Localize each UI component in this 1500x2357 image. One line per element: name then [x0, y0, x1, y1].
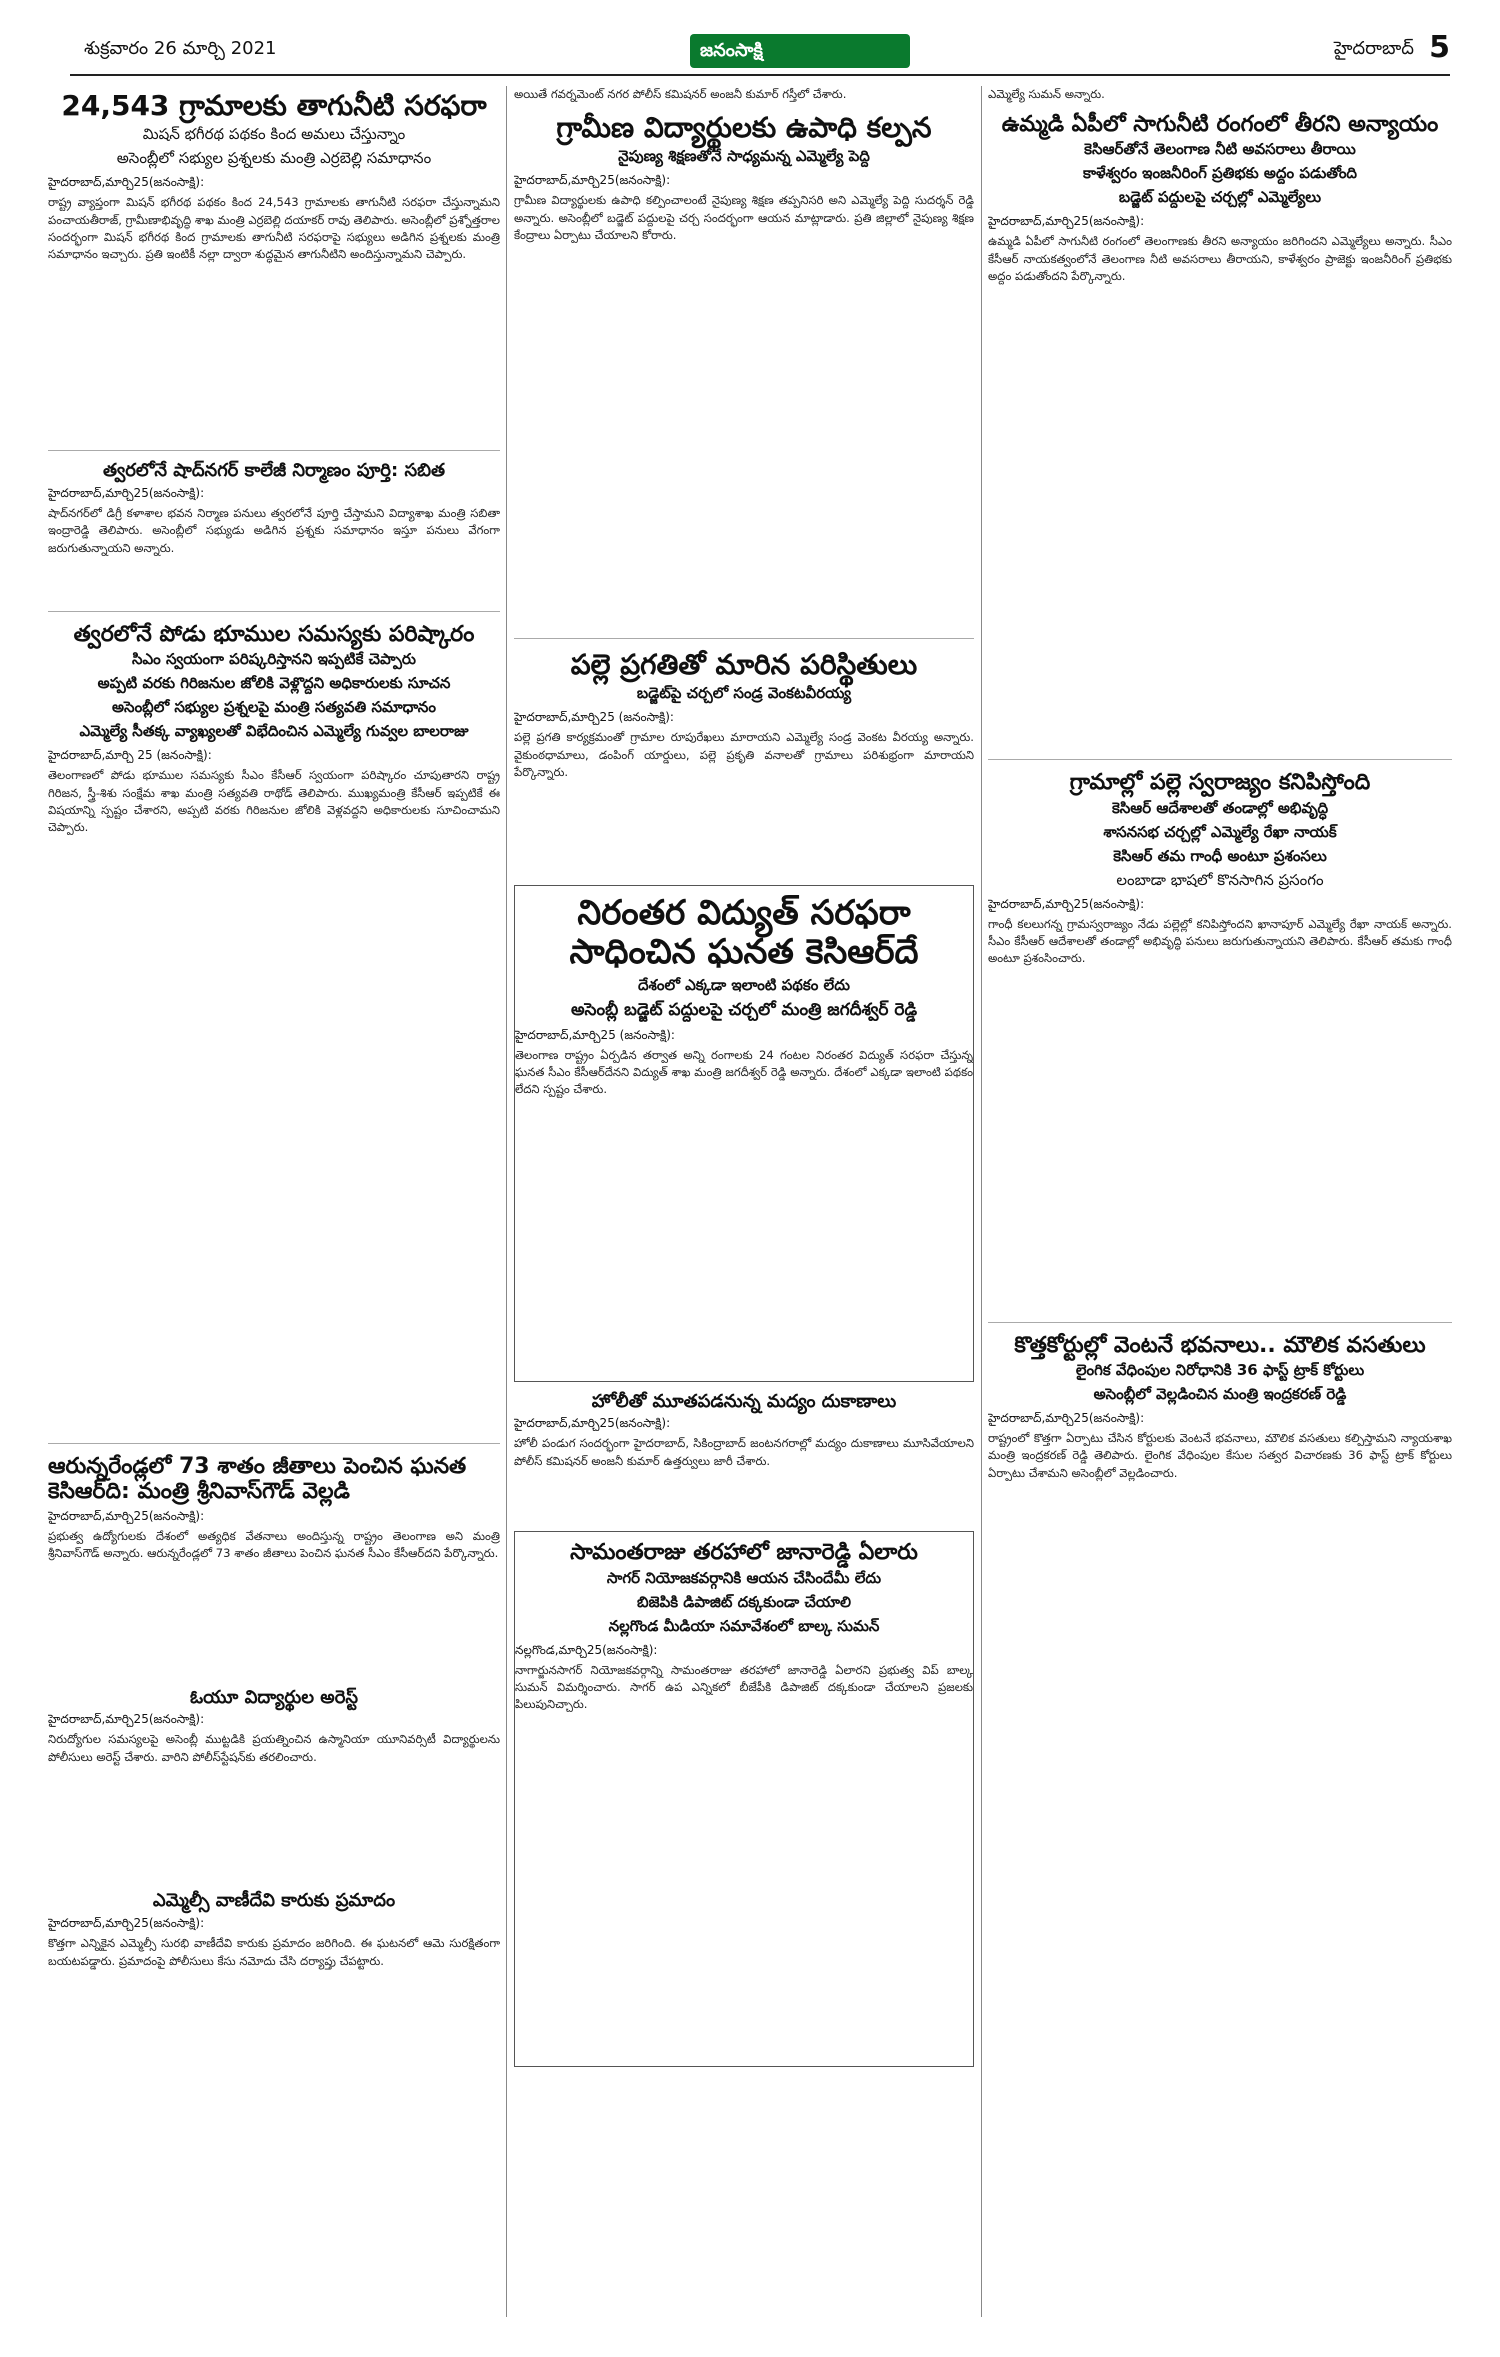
article-body: ఎమ్మెల్యే సుమన్ అన్నారు.	[988, 87, 1105, 101]
article-holi-liquor	[514, 1388, 974, 1526]
headline: గ్రామీణ విద్యార్థులకు ఉపాధి కల్పన	[556, 111, 932, 144]
article-body: తెలంగాణ రాష్ట్రం ఏర్పడిన తర్వాత అన్ని రంగాలకు 24 గంటల నిరంతర విద్యుత్ సరఫరా చేస్తున్న ఘనత సీఎం కేసీఆర్‌దేనని విద్యుత్ శాఖ మంత్రి జగదీశ్వర్ రెడ్డి అన్నారు. దేశంలో ఎక్కడా ఇలాంటి పథకం లేదని స్పష్టం చేశారు.	[515, 1047, 973, 1097]
dateline: నల్లగొండ,మార్చి25(జనంసాక్షి):	[515, 1642, 658, 1657]
article-body: తెలంగాణలో పోడు భూముల సమస్యకు సీఎం కేసీఆర్ స్వయంగా పరిష్కారం చూపుతారని రాష్ట్ర గిరిజన, స్త్రీ-శిశు సంక్షేమ శాఖ మంత్రి సత్యవతి రాథోడ్ తెలిపారు. ముఖ్యమంత్రి కేసీఆర్ ఇప్పటికే ఈ విషయాన్ని స్పష్టం చేశారని, అప్పటి వరకు గిరిజనుల జోలికి వెళ్లవద్దని అధికారులకు సూచించామని చెప్పారు.	[48, 768, 500, 835]
dateline: హైదరాబాద్,మార్చి25(జనంసాక్షి):	[988, 214, 1145, 229]
dateline: హైదరాబాద్,మార్చి25(జనంసాక్షి):	[514, 1416, 671, 1431]
article-body: నిరుద్యోగుల సమస్యలపై అసెంబ్లీ ముట్టడికి ప్రయత్నించిన ఉస్మానియా యూనివర్సిటీ విద్యార్థులను పోలీసులు అరెస్ట్ చేశారు. వారిని పోలీస్‌స్టేషన్‌కు తరలించారు.	[48, 1732, 500, 1764]
subheadline: అసెంబ్లీ బడ్జెట్ పద్దులపై చర్చలో మంత్రి జగదీశ్వర్ రెడ్డి	[570, 999, 918, 1020]
subheadline: బడ్జెట్‌పై చర్చలో సండ్ర వెంకటవీరయ్య	[636, 684, 852, 703]
subheadline: మిషన్ భగీరథ పథకం కింద అమలు చేస్తున్నాం	[142, 125, 406, 144]
headline: త్వరలోనే షాద్‌నగర్ కాలేజీ నిర్మాణం పూర్తి: సబిత	[103, 460, 445, 482]
masthead-title: జనంసాక్షి	[700, 40, 763, 61]
dateline: హైదరాబాద్,మార్చి25(జనంసాక్షి):	[988, 1410, 1145, 1425]
article-body: షాద్‌నగర్‌లో డిగ్రీ కళాశాల భవన నిర్మాణ పనులు త్వరలోనే పూర్తి చేస్తామని విద్యాశాఖ మంత్రి సబితా ఇంద్రారెడ్డి తెలిపారు. అసెంబ్లీలో సభ్యుడు అడిగిన ప్రశ్నకు సమాధానం ఇస్తూ పనులు వేగంగా జరుగుతున్నాయని అన్నారు.	[48, 505, 500, 555]
headline: కొత్తకోర్టుల్లో వెంటనే భవనాలు.. మౌలిక వసతులు	[1014, 1332, 1426, 1358]
subheadline: కాళేశ్వరం ఇంజనీరింగ్ ప్రతిభకు అద్దం పడుతోంది	[1082, 164, 1358, 183]
subheadline: నల్లగొండ మీడియా సమావేశంలో బాల్క సుమన్	[608, 1616, 880, 1635]
subheadline: ఎమ్మెల్యే సీతక్క వ్యాఖ్యలతో విభేదించిన ఎమ్మెల్యే గువ్వల బాలరాజు	[79, 722, 469, 741]
headline: హోలీతో మూతపడనున్న మద్యం దుకాణాలు	[591, 1390, 897, 1412]
article-body: పల్లె ప్రగతి కార్యక్రమంతో గ్రామాల రూపురేఖలు మారాయని ఎమ్మెల్యే సండ్ర వెంకట వీరయ్య అన్నారు. వైకుంఠధామాలు, డంపింగ్ యార్డులు, పల్లె ప్రకృతి వనాలతో గ్రామాలు పరిశుభ్రంగా మారాయని పేర్కొన్నారు.	[514, 730, 974, 780]
masthead-logo	[690, 34, 910, 68]
column-middle	[514, 86, 974, 2317]
dateline: హైదరాబాద్,మార్చి25(జనంసాక్షి):	[48, 1508, 205, 1523]
article-mlc-accident	[48, 1887, 500, 2065]
headline: ఆరున్నరేండ్లలో 73 శాతం జీతాలు పెంచిన ఘనత కెసిఆర్‌ది: మంత్రి శ్రీనివాస్‌గౌడ్ వెల్లడి	[48, 1454, 467, 1505]
dateline: హైదరాబాద్,మార్చి25(జనంసాక్షి):	[48, 485, 205, 500]
headline: సామంతరాజు తరహాలో జానారెడ్డి ఏలారు	[570, 1540, 918, 1566]
subheadline: బడ్జెట్ పద్దులపై చర్చల్లో ఎమ్మెల్యేలు	[1118, 188, 1322, 207]
headline: పల్లె ప్రగతితో మారిన పరిస్థితులు	[570, 648, 918, 682]
subheadline: సాగర్ నియోజకవర్గానికి ఆయన చేసిందేమీ లేదు	[606, 1568, 882, 1587]
headline: ఓయూ విద్యార్థుల అరెస్ట్	[190, 1686, 358, 1708]
article-ou-arrest	[48, 1684, 500, 1882]
article-body: రాష్ట్ర వ్యాప్తంగా మిషన్ భగీరథ పథకం కింద 24,543 గ్రామాలకు తాగునీటి సరఫరా చేస్తున్నామని పంచాయతీరాజ్, గ్రామీణాభివృద్ధి శాఖ మంత్రి ఎర్రబెల్లి దయాకర్ రావు తెలిపారు. అసెంబ్లీలో ప్రశ్నోత్తరాల సందర్భంగా మిషన్ భగీరథ కింద గ్రామాలకు తాగునీటి సరఫరాపై సభ్యులు అడిగిన ప్రశ్నలకు మంత్రి సమాధానం ఇచ్చారు. ప్రతి ఇంటికీ నల్లా ద్వారా శుద్ధమైన తాగునీటిని అందిస్తున్నామని చెప్పారు.	[48, 195, 500, 262]
subheadline: అసెంబ్లీలో వెల్లడించిన మంత్రి ఇంద్రకరణ్ రెడ్డి	[1093, 1384, 1347, 1403]
dateline: హైదరాబాద్,మార్చి25(జనంసాక్షి):	[988, 896, 1145, 911]
article-body: అయితే గవర్నమెంట్ నగర పోలీస్ కమిషనర్ అంజనీ కుమార్ గస్తీలో చేశారు.	[514, 87, 847, 101]
headline: 24,543 గ్రామాలకు తాగునీటి సరఫరా	[61, 89, 487, 122]
article-body: గాంధీ కలలుగన్న గ్రామస్వరాజ్యం నేడు పల్లెల్లో కనిపిస్తోందని ఖానాపూర్ ఎమ్మెల్యే రేఖా నాయక్ అన్నారు. సీఎం కేసీఆర్ ఆదేశాలతో తండాల్లో అభివృద్ధి పనులు జరుగుతున్నాయని తెలిపారు. కేసీఆర్ తమకు గాంధీ అంటూ ప్రశంసించారు.	[988, 916, 1452, 966]
subheadline: అప్పటి వరకు గిరిజనుల జోలికి వెళ్లొద్దని అధికారులకు సూచన	[97, 674, 451, 693]
dateline: హైదరాబాద్,మార్చి 25 (జనంసాక్షి):	[48, 748, 212, 763]
headline: గ్రామాల్లో పల్లె స్వరాజ్యం కనిపిస్తోంది	[1069, 770, 1371, 796]
article-body: ప్రభుత్వ ఉద్యోగులకు దేశంలో అత్యధిక వేతనాలు అందిస్తున్న రాష్ట్రం తెలంగాణ అని మంత్రి శ్రీనివాస్‌గౌడ్ అన్నారు. ఆరున్నరేండ్లలో 73 శాతం జీతాలు పెంచిన ఘనత సీఎం కేసీఆర్‌దని పేర్కొన్నారు.	[48, 1528, 500, 1561]
page-number: 5	[1429, 30, 1450, 65]
article-body: హోలీ పండుగ సందర్భంగా హైదరాబాద్, సికింద్రాబాద్ జంటనగరాల్లో మద్యం దుకాణాలు మూసివేయాలని పోలీస్ కమిషనర్ అంజనీ కుమార్ ఉత్తర్వులు జారీ చేశారు.	[514, 1436, 974, 1468]
subheadline: అసెంబ్లీలో సభ్యుల ప్రశ్నలపై మంత్రి సత్యవతి సమాధానం	[112, 698, 436, 717]
dateline: హైదరాబాద్,మార్చి25 (జనంసాక్షి):	[514, 710, 674, 725]
headline: ఎమ్మెల్సీ వాణీదేవి కారుకు ప్రమాదం	[152, 1890, 396, 1912]
column-divider	[506, 86, 507, 2317]
article-new-courts	[988, 1329, 1452, 1990]
article-power-supply	[514, 885, 974, 1381]
article-palle-pragathi	[514, 645, 974, 879]
article-village-water	[48, 86, 500, 444]
subheadline: శాసనసభ చర్చల్లో ఎమ్మెల్యే రేఖా నాయక్	[1103, 822, 1337, 841]
article-palle-swarajyam	[988, 766, 1452, 1315]
article-jana-reddy	[514, 1531, 974, 2066]
headline: త్వరలోనే పోడు భూముల సమస్యకు పరిష్కారం	[73, 621, 475, 647]
dateline: హైదరాబాద్,మార్చి25(జనంసాక్షి):	[48, 1712, 205, 1727]
article-rural-students	[514, 108, 974, 632]
dateline: హైదరాబాద్,మార్చి25 (జనంసాక్షి):	[515, 1027, 675, 1042]
page-header	[70, 30, 1450, 76]
subheadline: కెసిఆర్ ఆదేశాలతో తండాల్లో అభివృద్ధి	[1111, 798, 1329, 817]
issue-date: శుక్రవారం 26 మార్చి 2021	[84, 38, 277, 59]
subheadline: కెసిఆర్‌తోనే తెలంగాణ నీటి అవసరాలు తీరాయి	[1084, 140, 1356, 159]
subheadline: సిఎం స్వయంగా పరిష్కరిస్తానని ఇప్పటికే చెప్పారు	[131, 650, 416, 669]
column-right	[988, 86, 1452, 2317]
article-body: గ్రామీణ విద్యార్థులకు ఉపాధి కల్పించాలంటే నైపుణ్య శిక్షణ తప్పనిసరి అని ఎమ్మెల్యే పెద్ది సుదర్శన్ రెడ్డి అన్నారు. అసెంబ్లీలో బడ్జెట్ పద్దులపై చర్చ సందర్భంగా ఆయన మాట్లాడారు. ప్రతి జిల్లాలో నైపుణ్య శిక్షణ కేంద్రాలు ఏర్పాటు చేయాలని కోరారు.	[514, 193, 974, 242]
edition-city: హైదరాబాద్	[1333, 38, 1414, 59]
article-shadnagar-college	[48, 457, 500, 605]
headline: నిరంతర విద్యుత్ సరఫరా సాధించిన ఘనత కెసిఆర్‌దే	[569, 893, 919, 973]
dateline: హైదరాబాద్,మార్చి25(జనంసాక్షి):	[514, 173, 671, 188]
dateline: హైదరాబాద్,మార్చి25(జనంసాక్షి):	[48, 1916, 205, 1931]
article-body: రాష్ట్రంలో కొత్తగా ఏర్పాటు చేసిన కోర్టులకు వెంటనే భవనాలు, మౌలిక వసతులు కల్పిస్తామని న్యాయశాఖ మంత్రి ఇంద్రకరణ్ రెడ్డి తెలిపారు. లైంగిక వేధింపుల కేసుల సత్వర విచారణకు 36 ఫాస్ట్ ట్రాక్ కోర్టులు ఏర్పాటు చేశామని అసెంబ్లీలో వెల్లడించారు.	[988, 1430, 1452, 1480]
article-salary-hike	[48, 1450, 500, 1678]
column-divider	[981, 86, 982, 2317]
subheadline: కెసిఆర్ తమ గాంధీ అంటూ ప్రశంసలు	[1113, 846, 1327, 865]
subheadline: బిజెపికి డిపాజిట్ దక్కకుండా చేయాలి	[637, 1592, 851, 1611]
subheadline: నైపుణ్య శిక్షణతోనే సాధ్యమన్న ఎమ్మెల్యే పెద్ది	[618, 147, 870, 166]
column-left	[48, 86, 500, 2317]
subheadline: లైంగిక వేధింపుల నిరోధానికి 36 ఫాస్ట్ ట్రాక్ కోర్టులు	[1075, 1360, 1365, 1379]
article-irrigation	[988, 108, 1452, 753]
subheadline: అసెంబ్లీలో సభ్యుల ప్రశ్నలకు మంత్రి ఎర్రబెల్లి సమాధానం	[116, 149, 432, 168]
article-body: కొత్తగా ఎన్నికైన ఎమ్మెల్సీ సురభి వాణీదేవి కారుకు ప్రమాదం జరిగింది. ఈ ఘటనలో ఆమె సురక్షితంగా బయటపడ్డారు. ప్రమాదంపై పోలీసులు కేసు నమోదు చేసి దర్యాప్తు చేపట్టారు.	[48, 1936, 500, 1968]
subheadline: లంబాడా భాషలో కొనసాగిన ప్రసంగం	[1116, 870, 1324, 889]
article-body: నాగార్జునసాగర్ నియోజకవర్గాన్ని సామంతరాజు తరహాలో జానారెడ్డి ఏలారని ప్రభుత్వ విప్ బాల్క సుమన్ విమర్శించారు. సాగర్ ఉప ఎన్నికలో బీజేపీకి డిపాజిట్ దక్కకుండా చేయాలని ప్రజలకు పిలుపునిచ్చారు.	[515, 1662, 973, 1712]
article-body: ఉమ్మడి ఏపీలో సాగునీటి రంగంలో తెలంగాణకు తీరని అన్యాయం జరిగిందని ఎమ్మెల్యేలు అన్నారు. సీఎం కేసీఆర్ నాయకత్వంలోనే తెలంగాణ నీటి అవసరాలు తీరాయని, కాళేశ్వరం ప్రాజెక్టు ఇంజనీరింగ్ ప్రతిభకు అద్దం పడుతోందని పేర్కొన్నారు.	[988, 234, 1452, 284]
headline: ఉమ్మడి ఏపీలో సాగునీటి రంగంలో తీరని అన్యాయం	[1001, 112, 1439, 137]
article-podu-lands	[48, 618, 500, 1437]
subheadline: దేశంలో ఎక్కడా ఇలాంటి పథకం లేదు	[638, 975, 850, 994]
dateline: హైదరాబాద్,మార్చి25(జనంసాక్షి):	[48, 175, 205, 190]
